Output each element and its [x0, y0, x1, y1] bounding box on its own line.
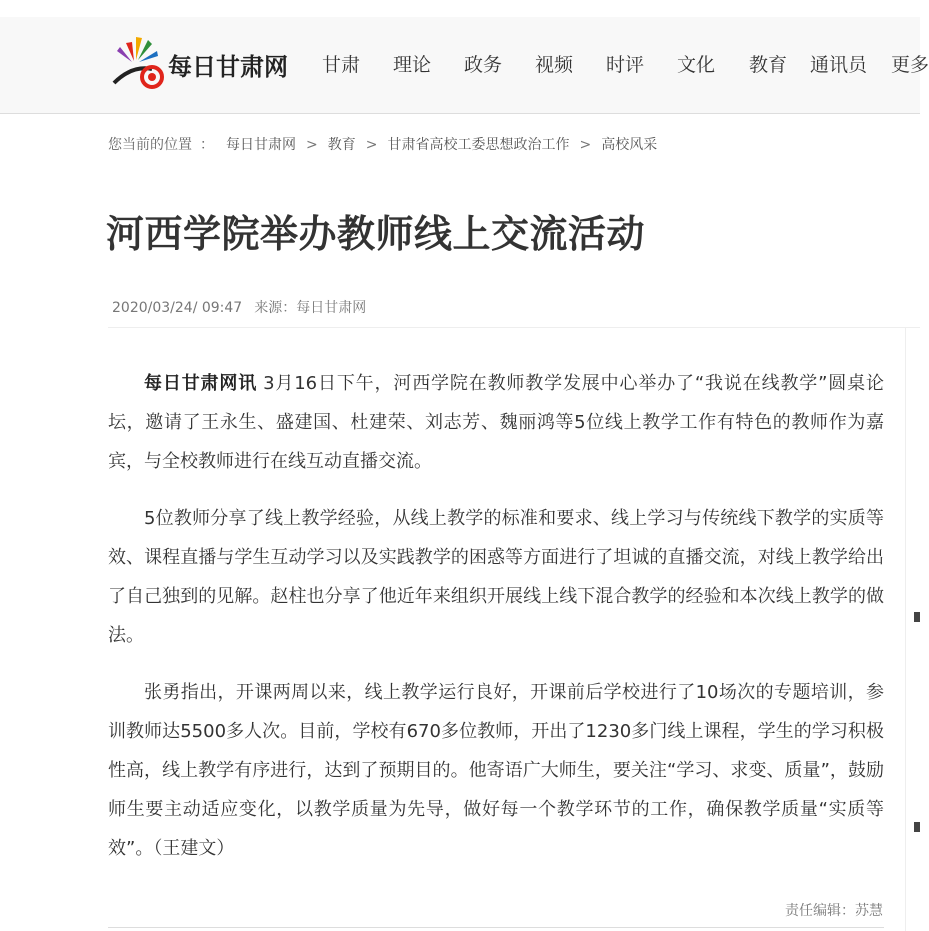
breadcrumb-label: 您当前的位置 [108, 137, 192, 153]
breadcrumb [108, 134, 657, 154]
sidebar-clipped-glyph [914, 822, 920, 832]
site-logo[interactable] [112, 31, 302, 91]
article-body [108, 364, 884, 886]
article-paragraph-text: 3月16日下午，河西学院在教师教学发展中心举办了“我说在线教学”圆桌论坛，邀请了王永生、盛建国、杜建荣、刘志芳、魏丽鸿等5位线上教学工作有特色的教师作为嘉宾，与全校教师进行在线互动直播交流。 [108, 373, 884, 472]
nav-item-government[interactable]: 政务 [464, 54, 503, 76]
breadcrumb-separator: > [306, 137, 318, 153]
nav-item-video[interactable]: 视频 [535, 54, 574, 76]
article-lead: 每日甘肃网讯 [144, 373, 258, 394]
breadcrumb-colon: ： [200, 137, 214, 153]
nav-item-gansu[interactable]: 甘肃 [322, 54, 361, 76]
site-header [0, 17, 929, 114]
breadcrumb-link-ideology[interactable]: 甘肃省高校工委思想政治工作 [387, 137, 570, 153]
nav-item-commentary[interactable]: 时评 [606, 54, 645, 76]
article-datetime: 2020/03/24/ 09:47 [112, 300, 243, 316]
breadcrumb-separator: > [365, 137, 378, 153]
divider [108, 327, 920, 328]
article-paragraph: 5位教师分享了线上教学经验，从线上教学的标准和要求、线上学习与传统线下教学的实质等效、课程直播与学生互动学习以及实践教学的困惑等方面进行了坦诚的直播交流，对线上教学给出了自己独到的见解。赵柱也分享了他近年来组织开展线上线下混合教学的经验和本次线上教学的做法。 [108, 508, 884, 646]
nav-item-theory[interactable]: 理论 [393, 54, 432, 76]
breadcrumb-link-home[interactable]: 每日甘肃网 [226, 137, 296, 153]
article-source: 来源：每日甘肃网 [254, 300, 367, 316]
breadcrumb-separator: > [579, 137, 592, 153]
nav-item-culture[interactable]: 文化 [677, 54, 716, 76]
breadcrumb-link-campus[interactable]: 高校风采 [601, 137, 658, 153]
article-meta [112, 297, 366, 317]
responsible-editor: 责任编辑：苏慧 [785, 903, 883, 919]
article-title: 河西学院举办教师线上交流活动 [106, 212, 646, 256]
logo-sunburst-icon [112, 31, 172, 91]
divider [108, 927, 884, 928]
nav-item-education[interactable]: 教育 [749, 54, 788, 76]
article-paragraph: 张勇指出，开课两周以来，线上教学运行良好，开课前后学校进行了10场次的专题培训，参训教师达5500多人次。目前，学校有670多位教师，开出了1230多门线上课程，学生的学习积极性高，线上教学有序进行，达到了预期目的。他寄语广大师生，要关注“学习、求变、质量”，鼓励师生要主动适应变化，以教学质量为先导，做好每一个教学环节的工作，确保教学质量“实质等效”。（王建文） [108, 682, 884, 859]
logo-text: 每日甘肃网 [168, 53, 288, 81]
breadcrumb-link-education[interactable]: 教育 [327, 137, 356, 153]
sidebar-divider [905, 327, 906, 931]
nav-item-more[interactable]: 更多 [891, 54, 929, 76]
article-paragraph [108, 364, 884, 481]
sidebar-clipped-glyph [914, 612, 920, 622]
nav-item-correspondent[interactable]: 通讯员 [810, 54, 868, 76]
